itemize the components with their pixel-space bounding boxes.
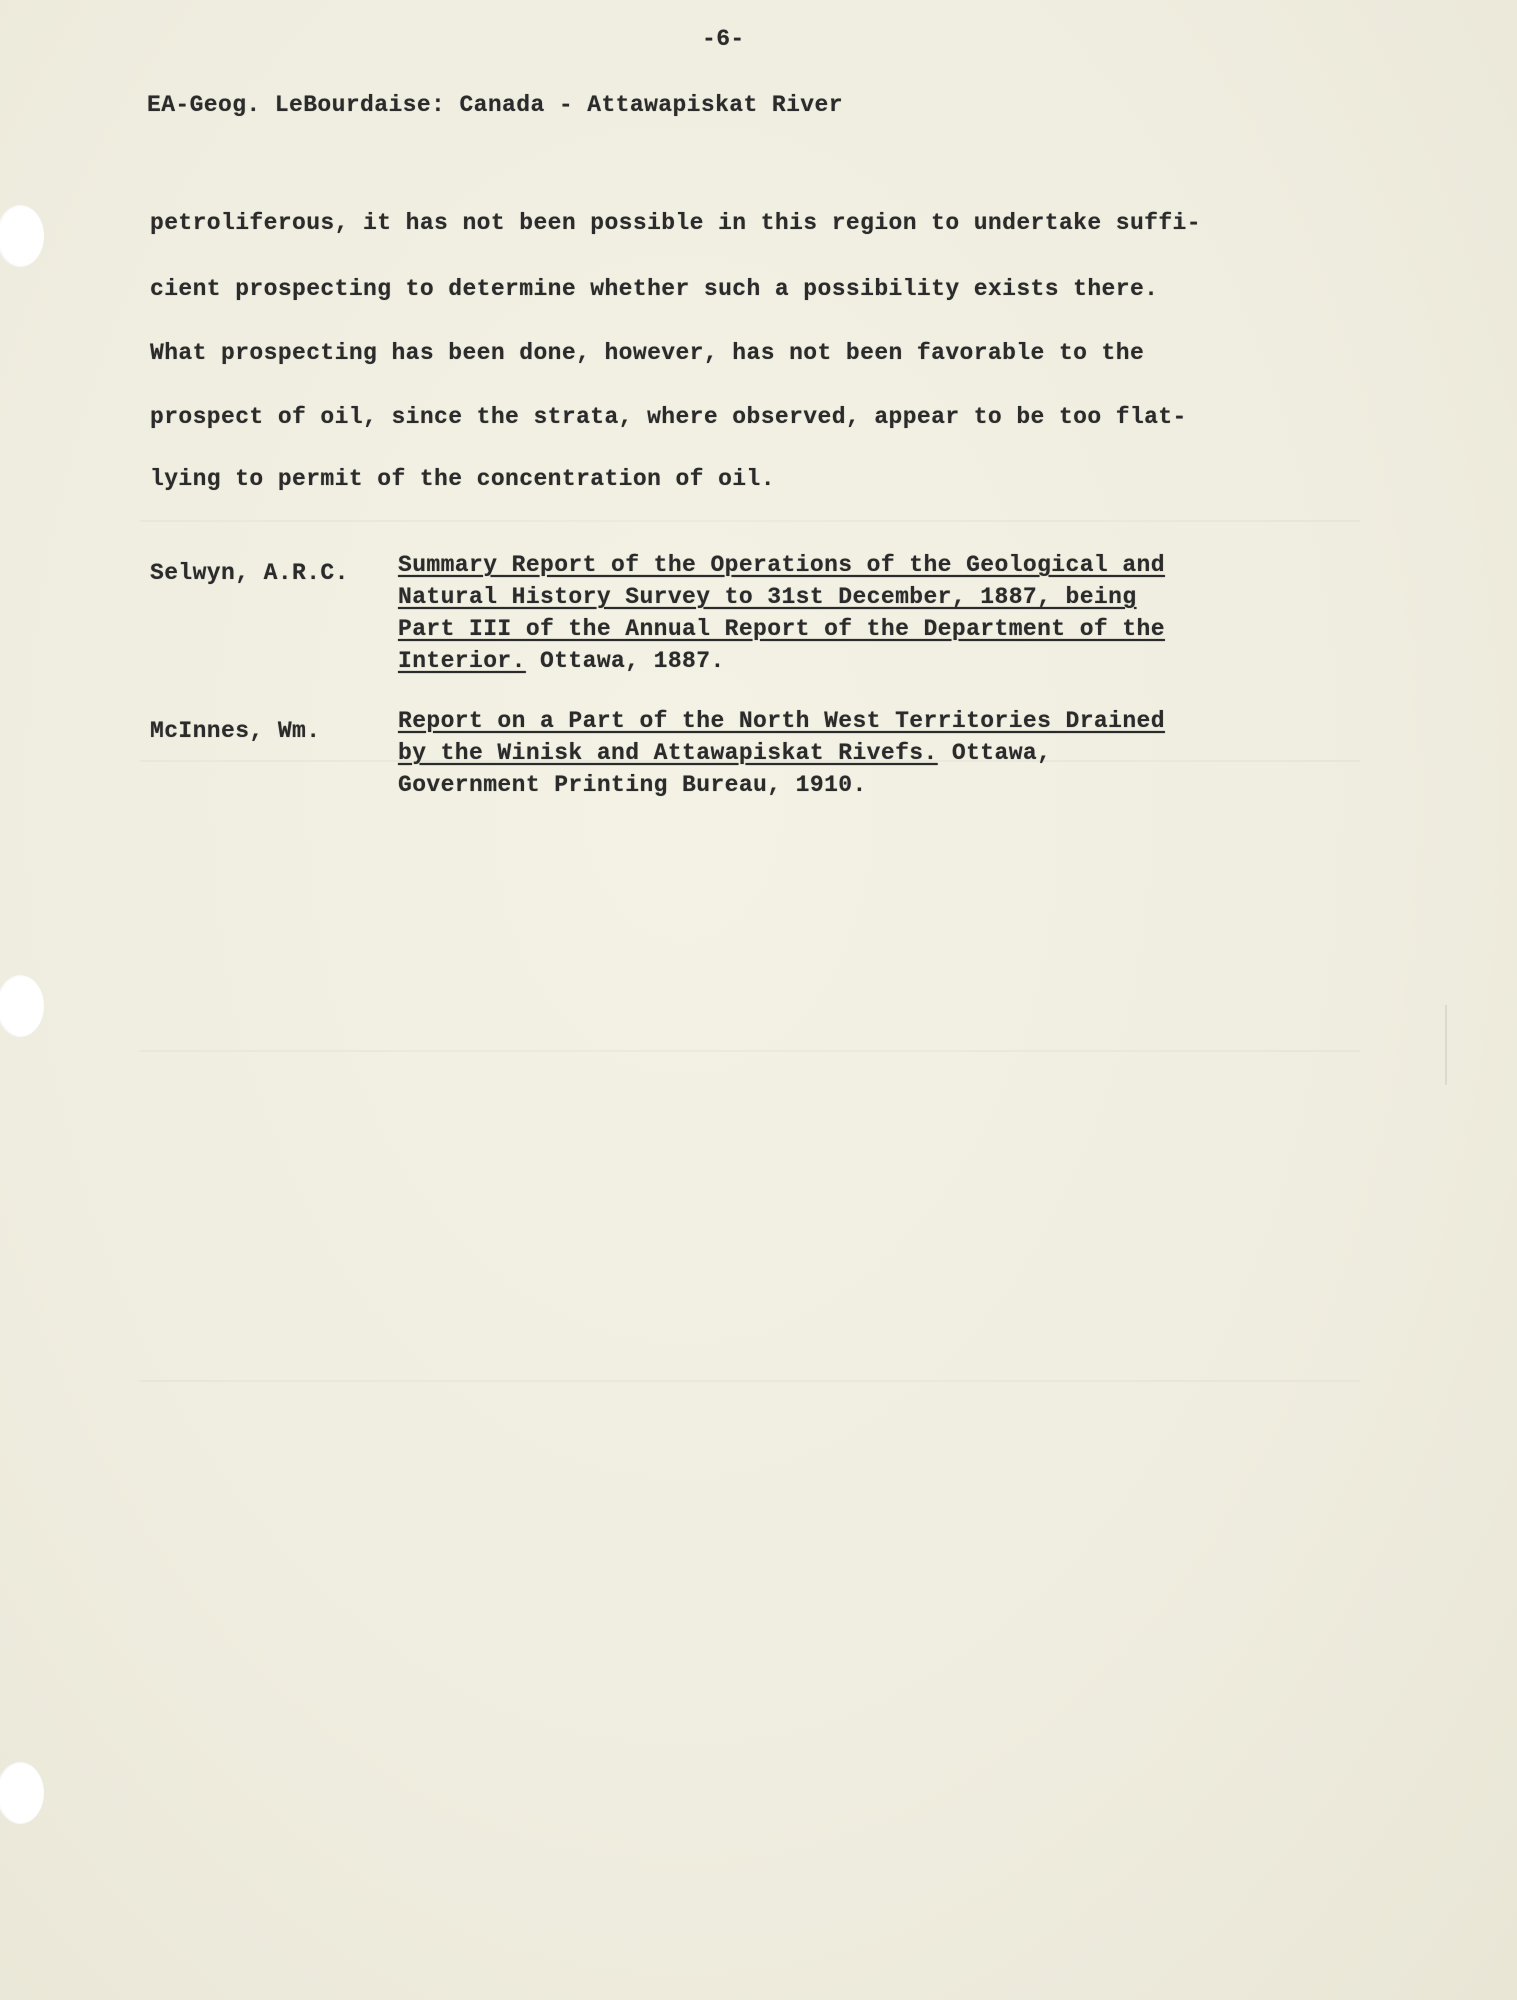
reference-title-line: Natural History Survey to 31st December, 1887, being — [398, 584, 1137, 610]
reference-publication: Ottawa, 1887. — [525, 648, 725, 674]
punch-hole-middle — [0, 975, 44, 1037]
punch-hole-top — [0, 205, 44, 267]
reference-title-line — [398, 648, 725, 674]
punch-hole-bottom — [0, 1762, 44, 1824]
reference-title-line: Report on a Part of the North West Territories Drained — [398, 708, 1165, 734]
paragraph-line: lying to permit of the concentration of oil. — [150, 466, 775, 492]
bleed-through-mark — [140, 1380, 1360, 1382]
page-number: -6- — [702, 26, 745, 52]
reference-author: McInnes, Wm. — [150, 718, 321, 744]
reference-title-line — [398, 740, 1051, 766]
reference-title-line: Summary Report of the Operations of the Geological and — [398, 552, 1165, 578]
bleed-through-mark — [140, 1050, 1360, 1052]
running-head: EA-Geog. LeBourdaise: Canada - Attawapiskat River — [147, 92, 843, 118]
reference-title-end: by the Winisk and Attawapiskat Rivefs. — [398, 740, 938, 766]
reference-title-end: Interior. — [398, 648, 526, 674]
reference-publication: Ottawa, — [937, 740, 1052, 766]
reference-author: Selwyn, A.R.C. — [150, 560, 349, 586]
paragraph-line: petroliferous, it has not been possible in this region to undertake suffi- — [150, 210, 1201, 236]
paragraph-line: cient prospecting to determine whether such a possibility exists there. — [150, 276, 1159, 302]
bleed-through-mark — [140, 520, 1360, 522]
paragraph-line: What prospecting has been done, however, has not been favorable to the — [150, 340, 1145, 366]
paragraph-line: prospect of oil, since the strata, where observed, appear to be too flat- — [150, 404, 1187, 430]
reference-title-line: Part III of the Annual Report of the Department of the — [398, 616, 1165, 642]
reference-publisher-line: Government Printing Bureau, 1910. — [398, 772, 867, 798]
page-edge-mark — [1445, 1005, 1447, 1085]
